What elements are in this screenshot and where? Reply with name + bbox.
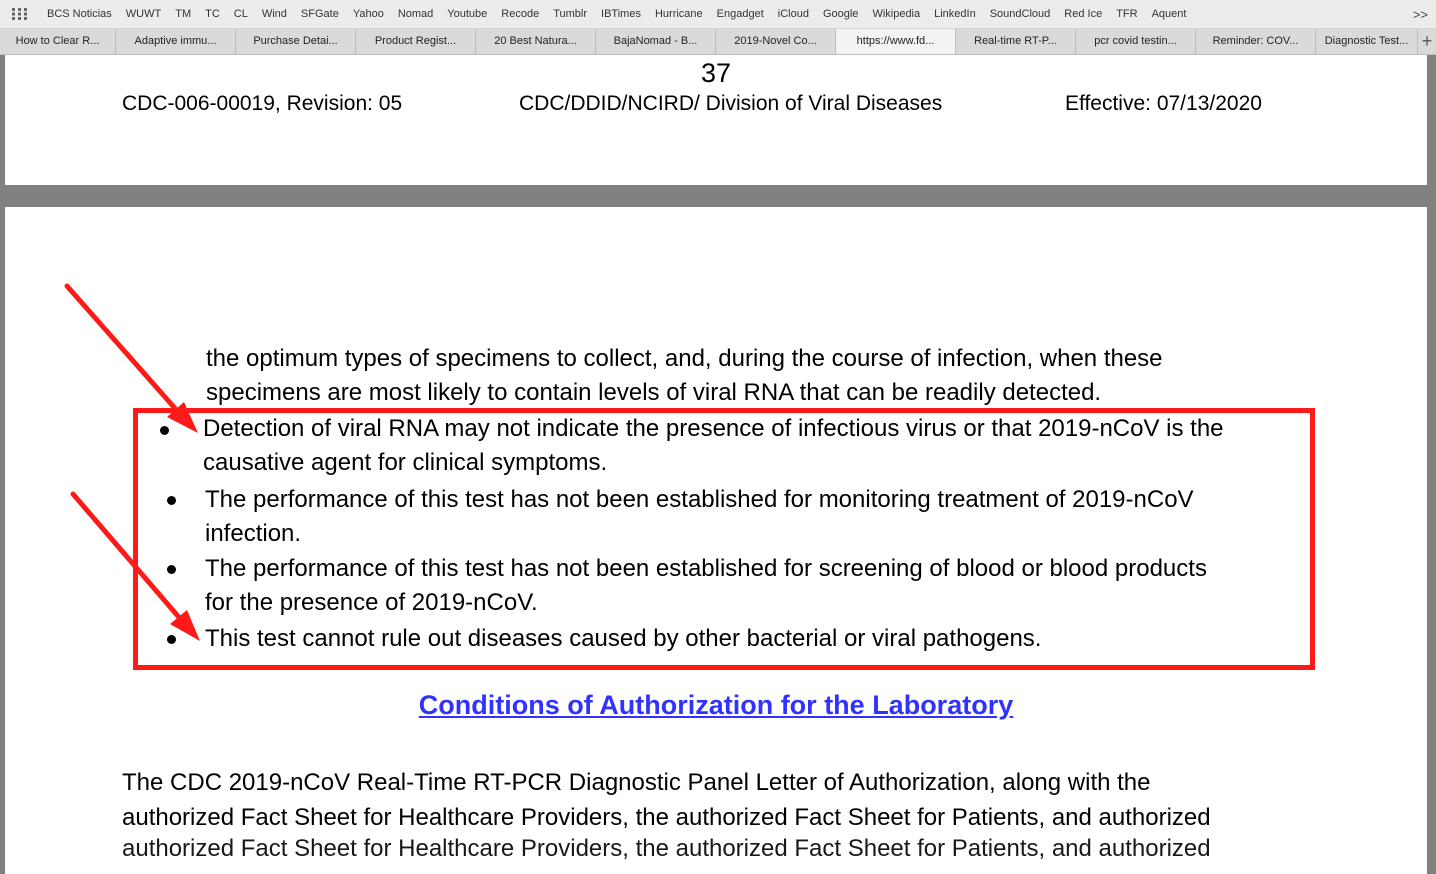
- bullet-line: This test cannot rule out diseases caused by other bacterial or viral pathogens.: [205, 625, 1042, 652]
- bookmark-recode[interactable]: Recode: [501, 7, 540, 20]
- bullet-line: causative agent for clinical symptoms.: [203, 449, 608, 476]
- browser-tab[interactable]: Adaptive immu...: [116, 29, 236, 54]
- header-division: CDC/DDID/NCIRD/ Division of Viral Diseases: [519, 92, 943, 115]
- browser-tab[interactable]: Purchase Detai...: [236, 29, 356, 54]
- bullet-line: Detection of viral RNA may not indicate the presence of infectious virus or that 2019-nCoV is the: [203, 415, 1224, 442]
- header-doc-id: CDC-006-00019, Revision: 05: [122, 92, 403, 115]
- bookmark-youtube[interactable]: Youtube: [447, 7, 488, 20]
- bullet-point: [167, 635, 176, 644]
- bullet-line: for the presence of 2019-nCoV.: [205, 589, 538, 616]
- header-effective-date: Effective: 07/13/2020: [1065, 92, 1262, 115]
- browser-tab[interactable]: Product Regist...: [356, 29, 476, 54]
- browser-tab[interactable]: BajaNomad - B...: [596, 29, 716, 54]
- tab-strip: [0, 29, 1436, 55]
- pdf-page-37: [5, 55, 1427, 185]
- browser-tab[interactable]: Reminder: COV...: [1196, 29, 1316, 54]
- bookmark-soundcloud[interactable]: SoundCloud: [989, 7, 1051, 20]
- bookmark-tumblr[interactable]: Tumblr: [553, 7, 588, 20]
- intro-line: specimens are most likely to contain levels of viral RNA that can be readily detected.: [206, 379, 1102, 406]
- bookmark-engadget[interactable]: Engadget: [716, 7, 764, 20]
- bookmark-ibtimes[interactable]: IBTimes: [601, 7, 641, 20]
- body-line-render-artifact: authorized Fact Sheet for Healthcare Providers, the authorized Fact Sheet for Patients, and authorized: [122, 835, 1211, 862]
- bookmark-sfgate[interactable]: SFGate: [300, 7, 339, 20]
- new-tab-plus-icon[interactable]: +: [1421, 31, 1433, 51]
- browser-tab-active[interactable]: https://www.fd...: [836, 29, 956, 54]
- bullet-line: The performance of this test has not been established for screening of blood or blood products: [205, 555, 1207, 582]
- browser-tab[interactable]: pcr covid testin...: [1076, 29, 1196, 54]
- bookmark-yahoo[interactable]: Yahoo: [352, 7, 384, 20]
- bullet-point: [167, 496, 176, 505]
- bookmarks-overflow-chevron-icon[interactable]: >>: [1412, 7, 1428, 22]
- bookmark-icloud[interactable]: iCloud: [777, 7, 809, 20]
- browser-tab[interactable]: How to Clear R...: [0, 29, 116, 54]
- bookmark-linkedin[interactable]: LinkedIn: [934, 7, 976, 20]
- bookmark-tm[interactable]: TM: [175, 7, 192, 20]
- bullet-line: infection.: [205, 520, 302, 547]
- bookmark-nomad[interactable]: Nomad: [397, 7, 434, 20]
- section-heading-link[interactable]: Conditions of Authorization for the Laboratory: [418, 690, 1014, 720]
- bookmark-bcs-noticias[interactable]: BCS Noticias: [47, 7, 112, 20]
- apps-grid-icon[interactable]: [0, 0, 40, 29]
- bookmark-tfr[interactable]: TFR: [1116, 7, 1138, 20]
- bookmark-tc[interactable]: TC: [205, 7, 220, 20]
- bookmark-aquent[interactable]: Aquent: [1151, 7, 1187, 20]
- bullet-point: [167, 565, 176, 574]
- bookmark-hurricane[interactable]: Hurricane: [654, 7, 703, 20]
- bookmark-cl[interactable]: CL: [233, 7, 248, 20]
- intro-line: the optimum types of specimens to collect, and, during the course of infection, when these: [206, 345, 1163, 372]
- bullet-point: [160, 426, 169, 435]
- bullet-line: The performance of this test has not been established for monitoring treatment of 2019-nCoV: [205, 486, 1194, 513]
- bookmark-wuwt[interactable]: WUWT: [125, 7, 162, 20]
- browser-tab[interactable]: Diagnostic Test...: [1316, 29, 1418, 54]
- page-number: 37: [700, 58, 732, 88]
- pdf-page-38: [5, 207, 1427, 874]
- bookmark-red-ice[interactable]: Red Ice: [1064, 7, 1103, 20]
- browser-tab[interactable]: 2019-Novel Co...: [716, 29, 836, 54]
- bookmark-wind[interactable]: Wind: [261, 7, 287, 20]
- bookmarks-bar: [0, 0, 1436, 29]
- browser-tab[interactable]: 20 Best Natura...: [476, 29, 596, 54]
- bookmark-google[interactable]: Google: [822, 7, 859, 20]
- body-line: The CDC 2019-nCoV Real-Time RT-PCR Diagnostic Panel Letter of Authorization, along with the: [122, 769, 1151, 796]
- body-line: authorized Fact Sheet for Healthcare Providers, the authorized Fact Sheet for Patients, and authorized: [122, 804, 1211, 831]
- bookmark-wikipedia[interactable]: Wikipedia: [872, 7, 921, 20]
- browser-tab[interactable]: Real-time RT-P...: [956, 29, 1076, 54]
